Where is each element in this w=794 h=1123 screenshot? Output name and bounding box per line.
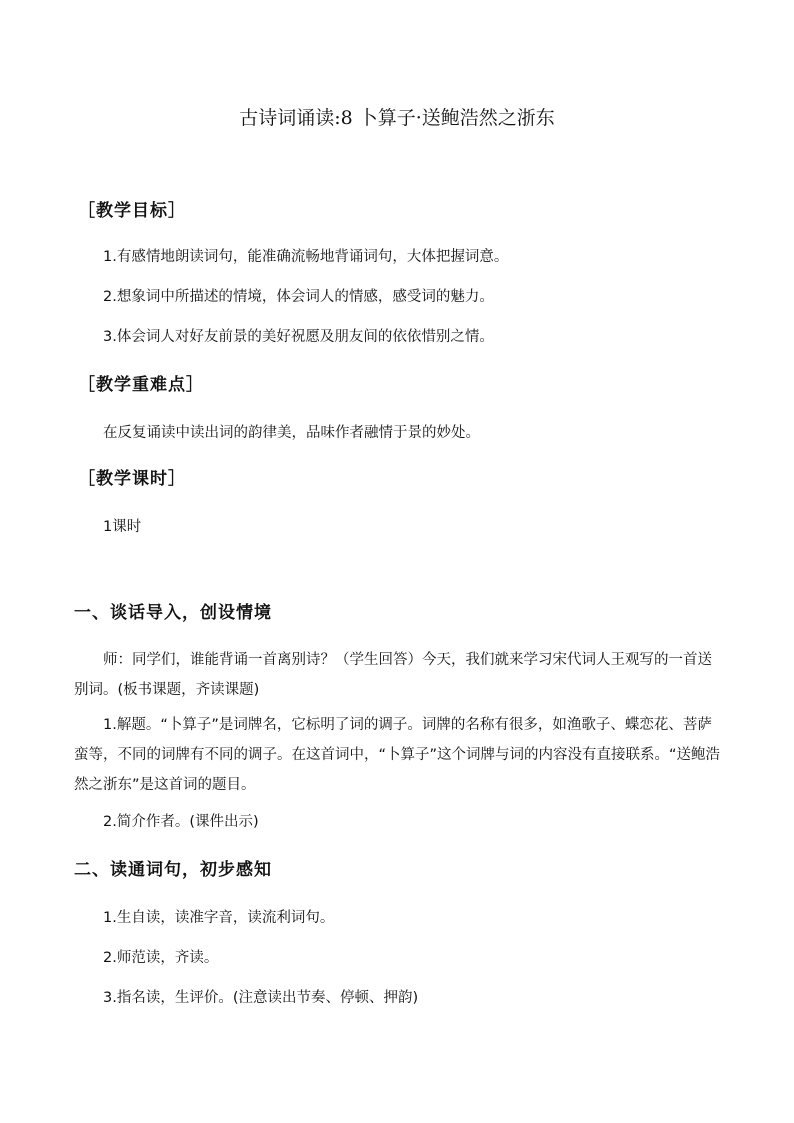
part1-paragraph-3: 2.简介作者。(课件出示) [103,814,259,830]
goal-item-1: 1.有感情地朗读词句，能准确流畅地背诵词句，大体把握词意。 [103,249,509,265]
part1-paragraph-1: 师：同学们，谁能背诵一首离别诗？（学生回答）今天，我们就来学习宋代词人王观写的一首送别词。(板书课题，齐读课题) [74,652,712,698]
part1-paragraph-2: 1.解题。“卜算子”是词牌名，它标明了词的调子。词牌的名称有很多，如渔歌子、蝶恋花、菩萨蛮等，不同的词牌有不同的调子。在这首词中，“卜算子”这个词牌与词的内容没有直接联系。“送鲍浩然之浙东”是这首词的题目。 [74,717,721,793]
part2-item-1: 1.生自读，读准字音，读流利词句。 [103,910,335,926]
part2-item-3: 3.指名读，生评价。(注意读出节奏、停顿、押韵) [103,990,419,1006]
part1-heading: 一、谈话导入，创设情境 [74,603,272,623]
teaching-goals-heading: ［教学目标］ [78,201,186,221]
goal-item-2: 2.想象词中所描述的情境，体会词人的情感，感受词的魅力。 [103,289,494,305]
class-hours-heading: ［教学课时］ [78,469,186,489]
key-points-text: 在反复诵读中读出词的韵律美，品味作者融情于景的妙处。 [103,425,480,441]
part2-heading: 二、读通词句，初步感知 [74,860,272,880]
goal-item-3: 3.体会词人对好友前景的美好祝愿及朋友间的依依惜别之情。 [103,329,494,345]
key-points-heading: ［教学重难点］ [78,375,204,395]
part2-item-2: 2.师范读，齐读。 [103,950,219,966]
document-title: 古诗词诵读:8 卜算子·送鲍浩然之浙东 [239,107,555,129]
class-hours-text: 1课时 [103,519,142,535]
